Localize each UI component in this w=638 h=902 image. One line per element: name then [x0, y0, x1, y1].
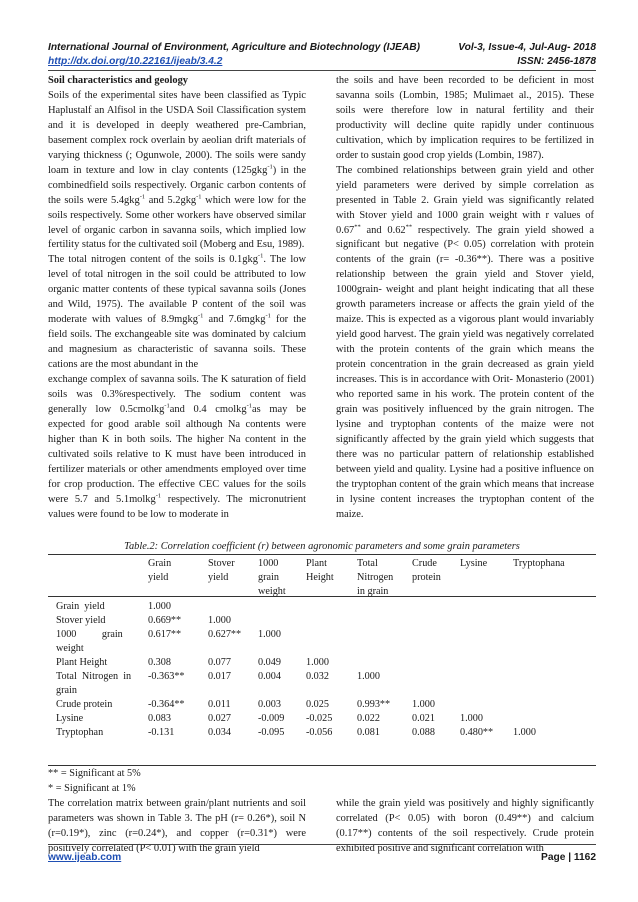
table-cell: 0.003 [258, 699, 281, 710]
column-header-line: Stover [208, 558, 235, 569]
doi-link[interactable]: http://dx.doi.org/10.22161/ijeab/3.4.2 [48, 56, 223, 67]
column-header [148, 557, 171, 585]
page-number: Page | 1162 [541, 852, 596, 863]
row-label [56, 712, 138, 726]
column-header [412, 557, 441, 585]
table-cell: 1.000 [148, 601, 171, 612]
table-cell: 1.000 [513, 727, 536, 738]
column-header-line: yield [148, 572, 169, 583]
table-cell: -0.025 [306, 713, 333, 724]
column-header [258, 557, 286, 599]
column-header-line: Nitrogen [357, 572, 394, 583]
row-label-line: Tryptophan [56, 727, 104, 738]
column-header [513, 557, 565, 571]
column-header-line: yield [208, 572, 229, 583]
table-notes [48, 766, 141, 796]
row-label [56, 656, 138, 670]
table-cell: 0.617** [148, 629, 182, 640]
table-cell: -0.131 [148, 727, 175, 738]
column-header-line: Grain [148, 558, 172, 569]
row-label-line: Plant Height [56, 657, 108, 668]
table-cell: 0.017 [208, 671, 231, 682]
paragraph: The total nitrogen content of the soils is 0.1gkg$^{-1}$. The low level of total nitrogen in the soil could be attributed to low organic matter contents of these typical savanna soils (Jones and Wild, 1975). The available P content of the soil was moderate with values of 8.9mgkg$^{-1}$ and 7.6mgkg$^{-1}$ for the field soils. The exchangeable site was dominated by calcium and magnesium as characteristic of savanna soils. These cations are the most abundant in the [48, 252, 306, 371]
table-cell: 0.025 [306, 699, 329, 710]
table-cell: 0.021 [412, 713, 435, 724]
row-label-line: Crude protein [56, 699, 113, 710]
column-header-line: Lysine [460, 558, 488, 569]
table-cell: 1.000 [412, 699, 435, 710]
table-cell: 0.088 [412, 727, 435, 738]
row-label [56, 614, 138, 628]
table-cell: 0.032 [306, 671, 329, 682]
column-header-line: Tryptophana [513, 558, 565, 569]
row-label [56, 726, 138, 740]
column-header-line: Total [357, 558, 378, 569]
right-column [336, 74, 594, 523]
column-header [460, 557, 487, 571]
row-label-line: Total Nitrogen in [56, 671, 132, 682]
table-cell: 1.000 [208, 615, 231, 626]
column-header-line: grain [258, 572, 279, 583]
table-header-rule [48, 596, 596, 597]
column-header-line: 1000 [258, 558, 279, 569]
table-cell: 0.081 [357, 727, 380, 738]
bottom-left-paragraph: The correlation matrix between grain/plant nutrients and soil parameters was shown in Table 3. The pH (r= 0.26*), soil N (r=0.19*), zinc (r=0.24*), and copper (r=0.31*) were positively correlated (P< 0.01) with the grain yield [48, 798, 306, 854]
column-header-line: Plant [306, 558, 327, 569]
footer-divider [48, 844, 596, 845]
row-label [56, 628, 138, 656]
note-significance-5: ** = Significant at 5% [48, 768, 141, 779]
table-cell: -0.363** [148, 671, 185, 682]
table-cell: 0.034 [208, 727, 231, 738]
row-label-line: weight [56, 643, 84, 654]
volume-info: Vol-3, Issue-4, Jul-Aug- 2018 [458, 42, 596, 53]
table-cell: 0.083 [148, 713, 171, 724]
table-cell: -0.009 [258, 713, 285, 724]
paragraph: the soils and have been recorded to be deficient in most savanna soils (Lombin, 1985; Mulimaet al., 2015). These soils were therefore low in natural fertility and their productivity will decline quite rapidly under continuous cultivation, which by implication requires to be fertilized in order to sustain good crop yields (Lombin, 1987). [336, 75, 594, 161]
note-significance-1: * = Significant at 1% [48, 783, 136, 794]
table-cell: 1.000 [460, 713, 483, 724]
table-cell: 0.993** [357, 699, 391, 710]
journal-title: International Journal of Environment, Agriculture and Biotechnology (IJEAB) [48, 42, 421, 53]
table-cell: -0.095 [258, 727, 285, 738]
paragraph: The combined relationships between grain yield and other yield parameters were derived by simple correlation as presented in Table 2. Grain yield was significantly related with Stover yield and 1000 grain weight with r values of 0.67** and 0.62** respectively. The grain yield showed a significant but negative (P< 0.05) correlation with protein contents of the grain (r= -0.36**). There was a positive relationship between the grain yield and Stover yield, 1000grain- weight and plant height indicating that all these growth parameters increase or affects the grain yield of the maize. This is expected as a vigorous plant would invariably yield good harvest. The grain yield was negatively correlated with the protein contents of the grain which means the protein concentration in the grain decreased as grain yield increases. This is in accordance with Orit- Monasterio (2001) who reported same in his work. The protein content of the grain was positively influenced by the grain nitrogen. The lysine and tryptophan contents of the maize were not significantly affected by the grain yield which suggests that there was no particular pattern of relationship established between yield and quality. Lysine had a positive influence on the tryptophan content of the grain which means that increase in lysine content increases the tryptophan content of the maize. [336, 164, 594, 520]
table-cell: 0.011 [208, 699, 231, 710]
column-header-line: protein [412, 572, 441, 583]
table-cell: 0.480** [460, 727, 494, 738]
header-divider [48, 70, 596, 71]
table-cell: 1.000 [306, 657, 329, 668]
table-cell: 0.027 [208, 713, 231, 724]
table-cell: 1.000 [357, 671, 380, 682]
table-top-rule [48, 554, 596, 555]
table-caption: Table.2: Correlation coefficient (r) between agronomic parameters and some grain parameters [124, 541, 520, 552]
row-label [56, 670, 138, 698]
column-header [357, 557, 393, 599]
website-link[interactable]: www.ijeab.com [48, 852, 122, 863]
row-label-line: Stover yield [56, 615, 106, 626]
column-header [208, 557, 235, 585]
paragraph: exchange complex of savanna soils. The K saturation of field soils was 0.3%respectively. The sodium content was generally low 0.5cmolkg$^{-1}$and 0.4 cmolkg$^{-1}$as may be expected for good arable soil although Na contents were higher than K in both soils. The higher Na content in the cultivated soils relative to K must have been introduced in fertilizer materials or other amendments employed over time for crop production. The effective CEC values for the soils were 5.7 and 5.1molkg$^{-1}$ respectively. The micronutrient values were found to be low to moderate in [48, 374, 306, 520]
column-header-line: in grain [357, 586, 389, 597]
row-label [56, 600, 138, 614]
table-cell: -0.056 [306, 727, 333, 738]
row-label-line: Lysine [56, 713, 84, 724]
row-label-line: 1000 grain [56, 629, 123, 640]
column-header [306, 557, 334, 585]
row-label [56, 698, 138, 712]
left-column [48, 74, 306, 523]
paragraph: Soils of the experimental sites have been classified as Typic Haplustalf an Alfisol in the USDA Soil Classification system and it is developed in deeply weathered pre-Cambrian, basement complex rock overlain by aeolian drift materials of varying thickness (; Ogunwole, 2000). The soils were sandy loam in texture and low in clay contents (125gkg$^{-1}$) in the combinedfield soils respectively. Organic carbon contents of the soils were 5.4gkg$^{-1}$ and 5.2gkg$^{-1}$ which were low for the soils respectively. Some other workers have observed similar level of organic carbon in savanna soils, which implied low fertility status for the cultivated soil (Moberg and Esu, 1989). [48, 89, 306, 251]
table-cell: 0.077 [208, 657, 231, 668]
column-header-line: Crude [412, 558, 437, 569]
table-cell: 0.308 [148, 657, 171, 668]
table-cell: 0.004 [258, 671, 281, 682]
issn: ISSN: 2456-1878 [517, 56, 596, 67]
table-cell: -0.364** [148, 699, 185, 710]
bottom-right-paragraph: while the grain yield was positively and highly significantly correlated (P< 0.05) with boron (0.49**) and calcium (0.17**) contents of the soil respectively. Crude protein exhibited positive and significant correlation with [336, 798, 594, 854]
table-cell: 0.669** [148, 615, 182, 626]
row-label-line: grain [56, 685, 77, 696]
section-title: Soil characteristics and geology [48, 75, 189, 86]
column-header-line: weight [258, 586, 286, 597]
table-cell: 0.049 [258, 657, 281, 668]
row-label-line: Grain yield [56, 601, 105, 612]
table-cell: 0.022 [357, 713, 380, 724]
column-header-line: Height [306, 572, 334, 583]
table-cell: 0.627** [208, 629, 242, 640]
table-cell: 1.000 [258, 629, 281, 640]
